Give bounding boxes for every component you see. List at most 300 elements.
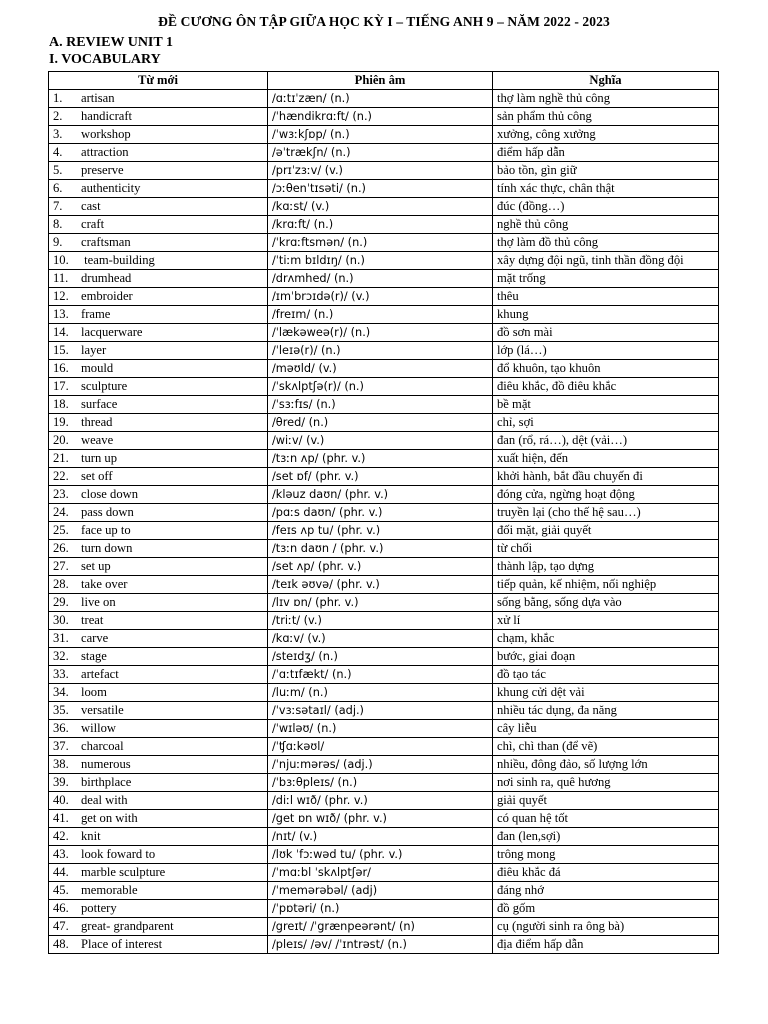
- word-cell: [49, 593, 268, 611]
- meaning-cell: [493, 917, 719, 935]
- phonetic-text: /teɪk əʊvə/ (phr. v.): [272, 577, 380, 591]
- phonetic-text: /set ʌp/ (phr. v.): [272, 559, 362, 573]
- word-text: drumhead: [81, 271, 132, 286]
- row-number: 39.: [53, 775, 69, 790]
- table-row: [49, 773, 719, 791]
- table-row: [49, 845, 719, 863]
- row-number: 17.: [53, 379, 69, 394]
- phonetic-text: /ɔːθenˈtɪsəti/ (n.): [272, 181, 366, 195]
- phonetic-text: /ˈvɜːsətaɪl/ (adj.): [272, 703, 364, 717]
- phonetic-cell: [268, 269, 493, 287]
- meaning-cell: [493, 683, 719, 701]
- meaning-cell: [493, 881, 719, 899]
- word-cell: [49, 557, 268, 575]
- table-row: [49, 179, 719, 197]
- phonetic-text: /ˈnjuːmərəs/ (adj.): [272, 757, 373, 771]
- row-number: 36.: [53, 721, 69, 736]
- phonetic-text: /steɪdʒ/ (n.): [272, 649, 338, 663]
- table-row: [49, 935, 719, 953]
- phonetic-text: /ˈtiːm bɪldɪŋ/ (n.): [272, 253, 365, 267]
- meaning-text: chì, chì than (để vẽ): [497, 739, 598, 754]
- word-cell: [49, 323, 268, 341]
- word-text: frame: [81, 307, 111, 322]
- word-text: willow: [81, 721, 116, 736]
- meaning-cell: [493, 935, 719, 953]
- word-text: loom: [81, 685, 107, 700]
- table-row: [49, 251, 719, 269]
- phonetic-text: /kləuz daʊn/ (phr. v.): [272, 487, 389, 501]
- row-number: 44.: [53, 865, 69, 880]
- phonetic-text: /freɪm/ (n.): [272, 307, 334, 321]
- phonetic-text: /ˈhændikrɑːft/ (n.): [272, 109, 372, 123]
- word-cell: [49, 503, 268, 521]
- row-number: 10.: [53, 253, 69, 268]
- row-number: 21.: [53, 451, 69, 466]
- table-row: [49, 233, 719, 251]
- table-row: [49, 413, 719, 431]
- phonetic-cell: [268, 863, 493, 881]
- phonetic-cell: [268, 467, 493, 485]
- row-number: 24.: [53, 505, 69, 520]
- meaning-text: đan (len,sợi): [497, 829, 561, 844]
- word-text: knit: [81, 829, 101, 844]
- table-row: [49, 899, 719, 917]
- phonetic-cell: [268, 593, 493, 611]
- phonetic-cell: [268, 647, 493, 665]
- word-text: live on: [81, 595, 116, 610]
- word-text: cast: [81, 199, 101, 214]
- phonetic-text: /məʊld/ (v.): [272, 361, 337, 375]
- row-number: 28.: [53, 577, 69, 592]
- meaning-cell: [493, 107, 719, 125]
- row-number: 12.: [53, 289, 69, 304]
- word-text: embroider: [81, 289, 133, 304]
- meaning-cell: [493, 503, 719, 521]
- table-row: [49, 377, 719, 395]
- phonetic-text: /feɪs ʌp tu/ (phr. v.): [272, 523, 381, 537]
- meaning-cell: [493, 647, 719, 665]
- meaning-cell: [493, 323, 719, 341]
- phonetic-cell: [268, 575, 493, 593]
- word-text: lacquerware: [81, 325, 143, 340]
- meaning-text: trông mong: [497, 847, 556, 862]
- table-row: [49, 647, 719, 665]
- phonetic-text: /ɑːtɪˈzæn/ (n.): [272, 91, 350, 105]
- word-text: versatile: [81, 703, 124, 718]
- phonetic-cell: [268, 935, 493, 953]
- meaning-text: đổ khuôn, tạo khuôn: [497, 361, 601, 376]
- row-number: 41.: [53, 811, 69, 826]
- vocabulary-table: [48, 71, 719, 954]
- word-text: charcoal: [81, 739, 124, 754]
- word-cell: [49, 539, 268, 557]
- table-row: [49, 701, 719, 719]
- word-text: carve: [81, 631, 109, 646]
- row-number: 5.: [53, 163, 63, 178]
- meaning-cell: [493, 233, 719, 251]
- meaning-text: điêu khắc, đồ điêu khắc: [497, 379, 617, 394]
- word-cell: [49, 431, 268, 449]
- word-cell: [49, 665, 268, 683]
- phonetic-cell: [268, 485, 493, 503]
- phonetic-text: /pleɪs/ /əv/ /ˈɪntrəst/ (n.): [272, 937, 407, 951]
- phonetic-cell: [268, 359, 493, 377]
- word-text: thread: [81, 415, 113, 430]
- word-cell: [49, 791, 268, 809]
- meaning-cell: [493, 215, 719, 233]
- phonetic-cell: [268, 683, 493, 701]
- meaning-cell: [493, 773, 719, 791]
- meaning-cell: [493, 791, 719, 809]
- table-row: [49, 485, 719, 503]
- word-text: close down: [81, 487, 139, 502]
- phonetic-cell: [268, 287, 493, 305]
- word-text: workshop: [81, 127, 131, 142]
- word-text: surface: [81, 397, 118, 412]
- word-cell: [49, 521, 268, 539]
- word-cell: [49, 233, 268, 251]
- meaning-cell: [493, 125, 719, 143]
- phonetic-cell: [268, 809, 493, 827]
- meaning-cell: [493, 737, 719, 755]
- meaning-text: bước, giai đoạn: [497, 649, 576, 664]
- table-row: [49, 755, 719, 773]
- phonetic-text: /pɑːs daʊn/ (phr. v.): [272, 505, 383, 519]
- row-number: 30.: [53, 613, 69, 628]
- word-text: pottery: [81, 901, 117, 916]
- phonetic-text: /lʊk ˈfɔːwəd tu/ (phr. v.): [272, 847, 403, 861]
- phonetic-text: /ˈwɪləʊ/ (n.): [272, 721, 337, 735]
- phonetic-text: /diːl wɪð/ (phr. v.): [272, 793, 368, 807]
- phonetic-text: /kɑːst/ (v.): [272, 199, 330, 213]
- meaning-cell: [493, 755, 719, 773]
- row-number: 33.: [53, 667, 69, 682]
- meaning-cell: [493, 179, 719, 197]
- table-row: [49, 449, 719, 467]
- column-header-word: Từ mới: [49, 72, 268, 90]
- phonetic-cell: [268, 395, 493, 413]
- meaning-cell: [493, 395, 719, 413]
- phonetic-cell: [268, 755, 493, 773]
- table-row: [49, 917, 719, 935]
- meaning-cell: [493, 899, 719, 917]
- phonetic-cell: [268, 899, 493, 917]
- phonetic-cell: [268, 539, 493, 557]
- phonetic-text: /ˈʧɑːkəʊl/: [272, 739, 325, 753]
- row-number: 22.: [53, 469, 69, 484]
- table-row: [49, 395, 719, 413]
- table-row: [49, 323, 719, 341]
- word-text: birthplace: [81, 775, 132, 790]
- meaning-cell: [493, 809, 719, 827]
- word-text: face up to: [81, 523, 131, 538]
- meaning-cell: [493, 197, 719, 215]
- meaning-text: xưởng, công xưởng: [497, 127, 596, 142]
- row-number: 20.: [53, 433, 69, 448]
- word-cell: [49, 683, 268, 701]
- table-row: [49, 107, 719, 125]
- word-text: layer: [81, 343, 107, 358]
- table-header-row: [49, 72, 719, 90]
- meaning-cell: [493, 863, 719, 881]
- meaning-cell: [493, 431, 719, 449]
- word-cell: [49, 197, 268, 215]
- phonetic-text: /tɜːn daʊn / (phr. v.): [272, 541, 384, 555]
- section-heading-vocabulary: I. VOCABULARY: [49, 52, 161, 67]
- meaning-cell: [493, 557, 719, 575]
- table-row: [49, 467, 719, 485]
- phonetic-cell: [268, 143, 493, 161]
- word-cell: [49, 449, 268, 467]
- meaning-cell: [493, 377, 719, 395]
- word-cell: [49, 647, 268, 665]
- phonetic-cell: [268, 449, 493, 467]
- word-text: treat: [81, 613, 104, 628]
- word-cell: [49, 809, 268, 827]
- phonetic-cell: [268, 341, 493, 359]
- meaning-cell: [493, 341, 719, 359]
- word-cell: [49, 881, 268, 899]
- word-cell: [49, 701, 268, 719]
- word-text: stage: [81, 649, 107, 664]
- meaning-cell: [493, 161, 719, 179]
- row-number: 42.: [53, 829, 69, 844]
- phonetic-cell: [268, 89, 493, 107]
- phonetic-cell: [268, 503, 493, 521]
- table-row: [49, 719, 719, 737]
- phonetic-cell: [268, 521, 493, 539]
- word-cell: [49, 485, 268, 503]
- word-cell: [49, 179, 268, 197]
- word-text: numerous: [81, 757, 131, 772]
- meaning-cell: [493, 485, 719, 503]
- row-number: 23.: [53, 487, 69, 502]
- phonetic-cell: [268, 845, 493, 863]
- phonetic-text: /tɜːn ʌp/ (phr. v.): [272, 451, 366, 465]
- row-number: 47.: [53, 919, 69, 934]
- word-text: team-building: [81, 253, 155, 268]
- table-row: [49, 683, 719, 701]
- table-row: [49, 431, 719, 449]
- meaning-text: nhiều, đông đảo, số lượng lớn: [497, 757, 648, 772]
- word-cell: [49, 737, 268, 755]
- word-cell: [49, 413, 268, 431]
- phonetic-text: /set ɒf/ (phr. v.): [272, 469, 359, 483]
- meaning-text: lớp (lá…): [497, 343, 547, 358]
- phonetic-text: /əˈtrækʃn/ (n.): [272, 145, 351, 159]
- table-row: [49, 665, 719, 683]
- meaning-text: nơi sinh ra, quê hương: [497, 775, 611, 790]
- phonetic-text: /prɪˈzɜːv/ (v.): [272, 163, 343, 177]
- phonetic-text: /ˈbɜːθpleɪs/ (n.): [272, 775, 358, 789]
- word-cell: [49, 251, 268, 269]
- phonetic-text: /ˈmɑːbl ˈskʌlptʃər/: [272, 865, 371, 879]
- row-number: 4.: [53, 145, 63, 160]
- meaning-text: xử lí: [497, 613, 521, 628]
- word-cell: [49, 269, 268, 287]
- table-row: [49, 161, 719, 179]
- word-cell: [49, 845, 268, 863]
- word-text: attraction: [81, 145, 129, 160]
- row-number: 16.: [53, 361, 69, 376]
- word-cell: [49, 305, 268, 323]
- meaning-text: thợ làm đồ thủ công: [497, 235, 599, 250]
- word-cell: [49, 935, 268, 953]
- meaning-text: nghề thủ công: [497, 217, 569, 232]
- row-number: 46.: [53, 901, 69, 916]
- meaning-text: thêu: [497, 289, 519, 304]
- word-text: memorable: [81, 883, 138, 898]
- word-cell: [49, 341, 268, 359]
- word-text: craft: [81, 217, 105, 232]
- meaning-text: xây dựng đội ngũ, tinh thần đồng đội: [497, 253, 684, 268]
- word-cell: [49, 719, 268, 737]
- meaning-text: bảo tồn, gìn giữ: [497, 163, 577, 178]
- row-number: 25.: [53, 523, 69, 538]
- word-cell: [49, 611, 268, 629]
- word-text: Place of interest: [81, 937, 163, 952]
- row-number: 14.: [53, 325, 69, 340]
- meaning-text: tiếp quản, kế nhiệm, nối nghiệp: [497, 577, 657, 592]
- word-cell: [49, 467, 268, 485]
- meaning-cell: [493, 143, 719, 161]
- word-cell: [49, 89, 268, 107]
- table-row: [49, 305, 719, 323]
- meaning-text: truyền lại (cho thế hệ sau…): [497, 505, 641, 520]
- phonetic-cell: [268, 251, 493, 269]
- word-cell: [49, 629, 268, 647]
- meaning-cell: [493, 719, 719, 737]
- meaning-text: cây liễu: [497, 721, 537, 736]
- word-cell: [49, 863, 268, 881]
- word-text: marble sculpture: [81, 865, 166, 880]
- meaning-text: khởi hành, bắt đầu chuyến đi: [497, 469, 643, 484]
- word-cell: [49, 143, 268, 161]
- word-text: take over: [81, 577, 128, 592]
- meaning-cell: [493, 845, 719, 863]
- meaning-text: giải quyết: [497, 793, 548, 808]
- table-row: [49, 521, 719, 539]
- word-text: craftsman: [81, 235, 131, 250]
- phonetic-cell: [268, 413, 493, 431]
- meaning-text: đáng nhớ: [497, 883, 544, 898]
- word-cell: [49, 395, 268, 413]
- phonetic-cell: [268, 305, 493, 323]
- meaning-text: thành lập, tạo dựng: [497, 559, 595, 574]
- phonetic-cell: [268, 701, 493, 719]
- table-row: [49, 629, 719, 647]
- meaning-cell: [493, 287, 719, 305]
- row-number: 1.: [53, 91, 63, 106]
- phonetic-cell: [268, 917, 493, 935]
- phonetic-text: /greɪt/ /ˈgrænpeərənt/ (n): [272, 919, 415, 933]
- meaning-text: xuất hiện, đến: [497, 451, 568, 466]
- table-row: [49, 341, 719, 359]
- meaning-cell: [493, 413, 719, 431]
- meaning-text: từ chối: [497, 541, 533, 556]
- row-number: 7.: [53, 199, 63, 214]
- phonetic-text: /ˈɑːtɪfækt/ (n.): [272, 667, 352, 681]
- table-row: [49, 737, 719, 755]
- meaning-text: cụ (người sinh ra ông bà): [497, 919, 625, 934]
- table-row: [49, 125, 719, 143]
- phonetic-text: /nɪt/ (v.): [272, 829, 318, 843]
- phonetic-text: /ˈsɜːfɪs/ (n.): [272, 397, 336, 411]
- row-number: 26.: [53, 541, 69, 556]
- row-number: 38.: [53, 757, 69, 772]
- meaning-text: sống bằng, sống dựa vào: [497, 595, 622, 610]
- meaning-cell: [493, 305, 719, 323]
- document-title: ĐỀ CƯƠNG ÔN TẬP GIỮA HỌC KỲ I – TIẾNG ANH 9 – NĂM 2022 - 2023: [158, 14, 610, 29]
- meaning-cell: [493, 539, 719, 557]
- phonetic-text: /ɪmˈbrɔɪdə(r)/ (v.): [272, 289, 370, 303]
- phonetic-text: /ˈkrɑːftsmən/ (n.): [272, 235, 368, 249]
- meaning-text: mặt trống: [497, 271, 546, 286]
- meaning-text: thợ làm nghề thủ công: [497, 91, 610, 106]
- word-cell: [49, 917, 268, 935]
- row-number: 34.: [53, 685, 69, 700]
- word-text: set off: [81, 469, 113, 484]
- meaning-text: nhiều tác dụng, đa năng: [497, 703, 617, 718]
- phonetic-text: /get ɒn wɪð/ (phr. v.): [272, 811, 387, 825]
- word-cell: [49, 161, 268, 179]
- meaning-text: có quan hệ tốt: [497, 811, 568, 826]
- meaning-text: điểm hấp dẫn: [497, 145, 565, 160]
- table-row: [49, 269, 719, 287]
- table-row: [49, 287, 719, 305]
- phonetic-cell: [268, 323, 493, 341]
- phonetic-cell: [268, 431, 493, 449]
- word-cell: [49, 287, 268, 305]
- row-number: 13.: [53, 307, 69, 322]
- phonetic-cell: [268, 611, 493, 629]
- meaning-cell: [493, 449, 719, 467]
- table-row: [49, 89, 719, 107]
- phonetic-cell: [268, 557, 493, 575]
- word-text: get on with: [81, 811, 138, 826]
- row-number: 45.: [53, 883, 69, 898]
- phonetic-text: /lɪv ɒn/ (phr. v.): [272, 595, 359, 609]
- phonetic-cell: [268, 719, 493, 737]
- table-row: [49, 575, 719, 593]
- row-number: 18.: [53, 397, 69, 412]
- row-number: 9.: [53, 235, 63, 250]
- phonetic-cell: [268, 827, 493, 845]
- row-number: 8.: [53, 217, 63, 232]
- table-row: [49, 143, 719, 161]
- table-row: [49, 359, 719, 377]
- meaning-cell: [493, 593, 719, 611]
- column-header-phonetic: Phiên âm: [268, 72, 493, 90]
- meaning-cell: [493, 629, 719, 647]
- phonetic-text: /krɑːft/ (n.): [272, 217, 334, 231]
- meaning-cell: [493, 521, 719, 539]
- row-number: 40.: [53, 793, 69, 808]
- phonetic-text: /luːm/ (n.): [272, 685, 328, 699]
- word-cell: [49, 125, 268, 143]
- table-row: [49, 611, 719, 629]
- table-row: [49, 197, 719, 215]
- meaning-cell: [493, 251, 719, 269]
- phonetic-cell: [268, 179, 493, 197]
- table-row: [49, 863, 719, 881]
- meaning-text: địa điểm hấp dẫn: [497, 937, 584, 952]
- table-row: [49, 539, 719, 557]
- word-text: sculpture: [81, 379, 128, 394]
- meaning-text: đan (rổ, rá…), dệt (vải…): [497, 433, 628, 448]
- meaning-text: điêu khắc đá: [497, 865, 561, 880]
- meaning-cell: [493, 467, 719, 485]
